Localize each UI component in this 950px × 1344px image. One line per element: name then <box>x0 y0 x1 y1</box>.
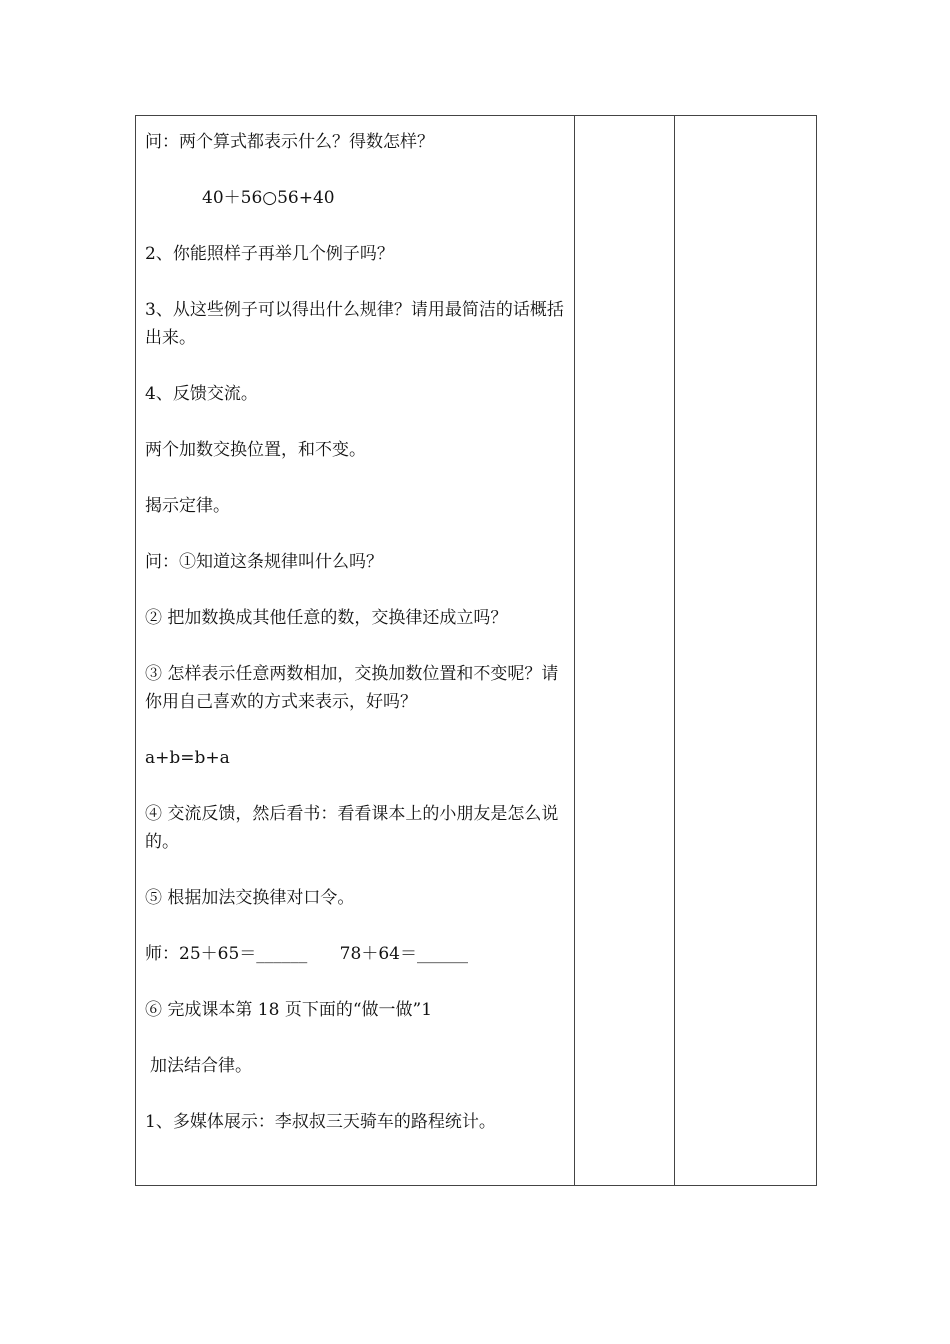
question-1-line: 问：①知道这条规律叫什么吗？ <box>145 552 383 572</box>
comparison-equation: 40＋56○56+40 <box>202 188 335 208</box>
question-line: 问：两个算式都表示什么？得数怎样？ <box>145 132 434 152</box>
multimedia-line: 1、多媒体展示：李叔叔三天骑车的路程统计。 <box>145 1112 496 1132</box>
question-2-line: ② 把加数换成其他任意的数，交换律还成立吗？ <box>145 608 508 628</box>
question-6-line: ⑥ 完成课本第 18 页下面的“做一做”1 <box>145 1000 433 1020</box>
formula-line: a+b=b+a <box>145 748 230 768</box>
empty-notes-cell <box>675 116 817 1186</box>
teacher-exercise-line: 师：25＋65＝______ 78＋64＝______ <box>145 944 468 964</box>
lesson-plan-table <box>135 115 817 1186</box>
step-4-line: 4、反馈交流。 <box>145 384 258 404</box>
step-2-line: 2、你能照样子再举几个例子吗？ <box>145 244 394 264</box>
question-4-line: ④ 交流反馈，然后看书：看看课本上的小朋友是怎么说的。 <box>145 804 559 852</box>
step-3-line: 3、从这些例子可以得出什么规律？请用最简洁的话概括出来。 <box>145 300 564 348</box>
table-row <box>136 116 817 1186</box>
associative-law-heading: 加法结合律。 <box>150 1056 252 1076</box>
reveal-law-line: 揭示定律。 <box>145 496 230 516</box>
question-5-line: ⑤ 根据加法交换律对口令。 <box>145 888 355 908</box>
question-3-line: ③ 怎样表示任意两数相加，交换加数位置和不变呢？请你用自己喜欢的方式来表示，好吗？ <box>145 664 559 712</box>
teaching-process-cell <box>136 116 575 1186</box>
empty-column-cell <box>575 116 675 1186</box>
rule-statement: 两个加数交换位置，和不变。 <box>145 440 366 460</box>
